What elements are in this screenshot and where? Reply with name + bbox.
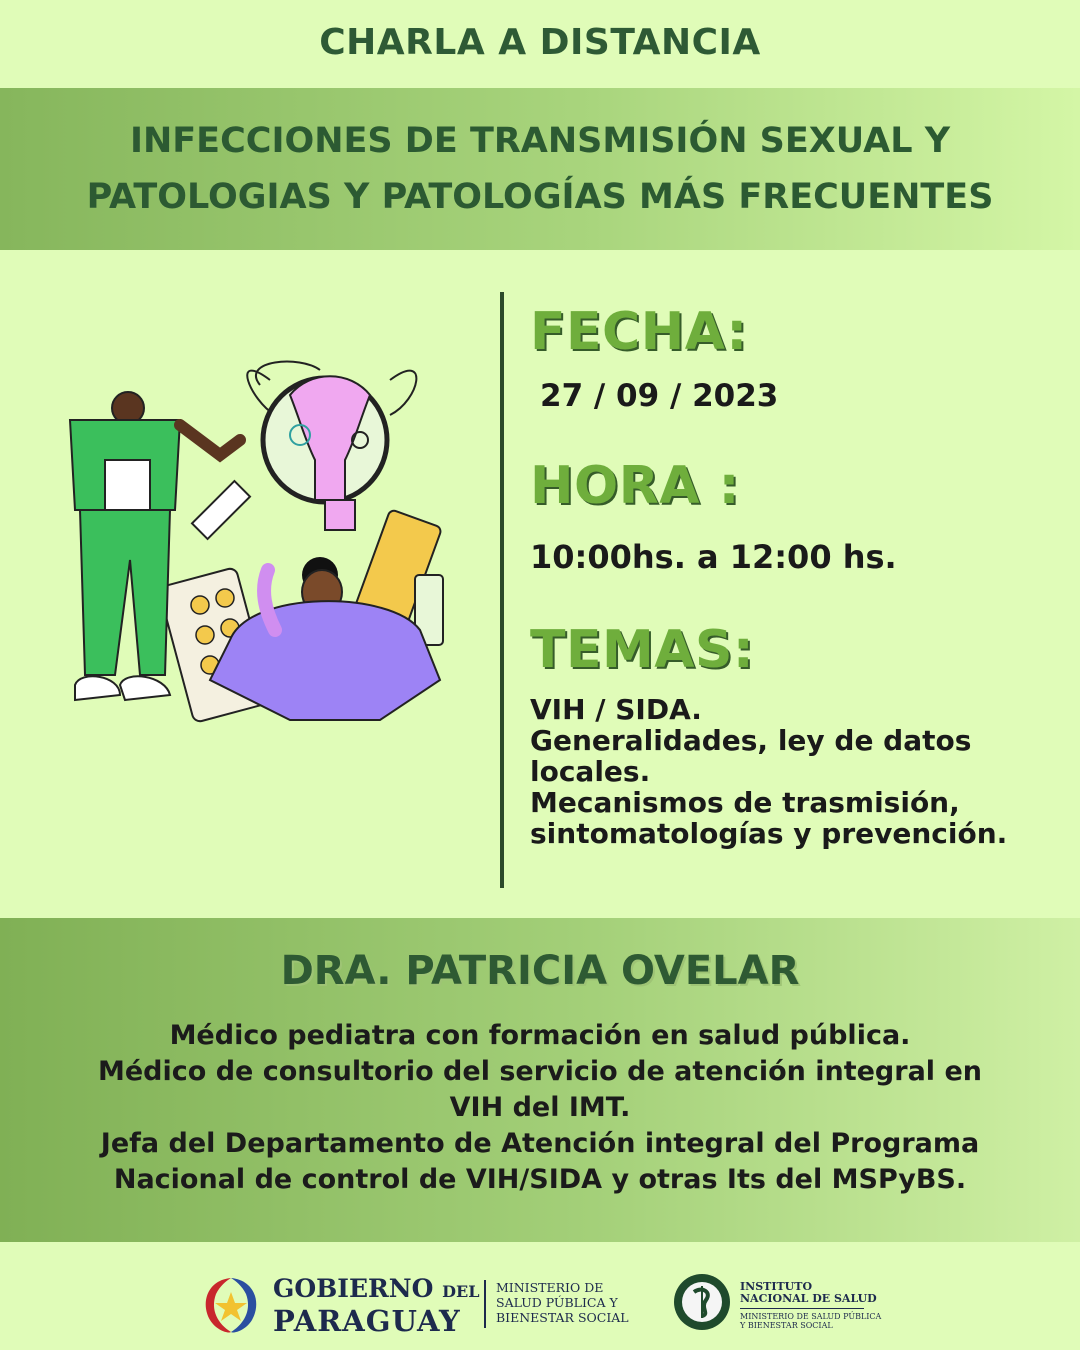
gobierno-logo-text (273, 1275, 479, 1336)
fecha-value: 27 / 09 / 2023 (540, 378, 779, 414)
vertical-divider (500, 292, 504, 888)
temas-heading: TEMAS: (530, 620, 755, 680)
bio-line: Jefa del Departamento de Atención integral del Programa (100, 1128, 980, 1159)
bio-line: Médico de consultorio del servicio de atención integral en (98, 1056, 982, 1087)
instituto-sub-line: Y BIENESTAR SOCIAL (740, 1321, 833, 1330)
instituto-text (740, 1281, 881, 1330)
ministerio-text (496, 1280, 629, 1325)
fecha-heading: FECHA: (530, 302, 748, 362)
ministerio-line: BIENESTAR SOCIAL (496, 1310, 629, 1325)
title-line-2: PATOLOGIAS Y PATOLOGÍAS MÁS FRECUENTES (86, 177, 994, 217)
medical-illustration (60, 340, 450, 730)
title-band (0, 88, 1080, 250)
gobierno-del: DEL (442, 1282, 480, 1301)
bio-line: Médico pediatra con formación en salud pública. (169, 1020, 911, 1051)
temas-line: locales. (530, 755, 651, 788)
instituto-line: INSTITUTO (740, 1280, 813, 1293)
gobierno-word: GOBIERNO (273, 1274, 434, 1303)
ministerio-line: MINISTERIO DE (496, 1280, 604, 1295)
hora-heading: HORA : (530, 456, 740, 516)
temas-line: Generalidades, ley de datos (530, 724, 972, 757)
instituto-sub-line: MINISTERIO DE SALUD PÚBLICA (740, 1312, 882, 1321)
speaker-bio (0, 1018, 1080, 1198)
event-type-title: CHARLA A DISTANCIA (319, 22, 761, 63)
instituto-seal-icon (672, 1272, 732, 1332)
temas-line: VIH / SIDA. (530, 693, 702, 726)
paraguay-star-emblem (198, 1272, 264, 1338)
paraguay-word: PARAGUAY (273, 1304, 461, 1338)
instituto-line: NACIONAL DE SALUD (740, 1292, 877, 1305)
temas-line: Mecanismos de trasmisión, (530, 786, 960, 819)
title-line-1: INFECCIONES DE TRANSMISIÓN SEXUAL Y (129, 121, 951, 161)
temas-line: sintomatologías y prevención. (530, 817, 1008, 850)
bio-line: Nacional de control de VIH/SIDA y otras Its del MSPyBS. (113, 1164, 967, 1195)
temas-list (530, 694, 1007, 849)
footer-separator (484, 1280, 486, 1328)
speaker-name: DRA. PATRICIA OVELAR (280, 948, 800, 994)
hora-value: 10:00hs. a 12:00 hs. (530, 538, 897, 576)
instituto-rule (740, 1308, 864, 1309)
ministerio-line: SALUD PÚBLICA Y (496, 1295, 618, 1310)
bio-line: VIH del IMT. (449, 1092, 631, 1123)
